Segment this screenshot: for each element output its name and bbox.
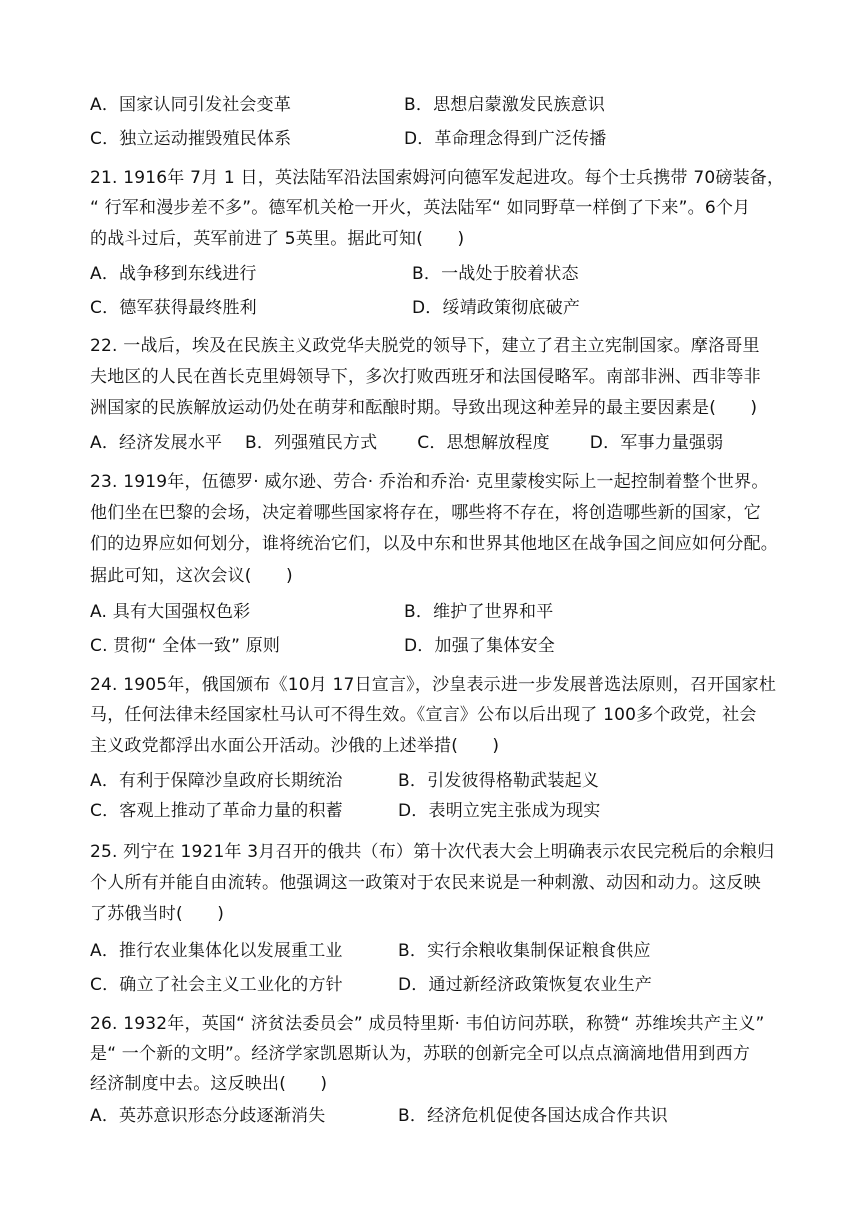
q25-stem-line: 个人所有并能自由流转。他强调这一政策对于农民来说是一种刺激、动因和动力。这反映 — [90, 873, 761, 893]
q21-option-d: D．绥靖政策彻底破产 — [412, 298, 581, 318]
q26-stem-line: 26. 1932年，英国“ 济贫法委员会” 成员特里斯· 韦伯访问苏联，称赞“ 苏维埃共产主义” — [90, 1014, 765, 1034]
q20-option-d: D．革命理念得到广泛传播 — [404, 129, 607, 149]
q26-option-b: B．经济危机促使各国达成合作共识 — [398, 1106, 668, 1126]
q25-stem-line: 了苏俄当时( ) — [90, 904, 225, 924]
q24-option-c: C．客观上推动了革命力量的积蓄 — [90, 801, 343, 821]
q23-stem-line: 23. 1919年，伍德罗· 威尔逊、劳合· 乔治和乔治· 克里蒙梭实际上一起控制着整个世界。 — [90, 472, 769, 492]
q25-stem-line: 25. 列宁在 1921年 3月召开的俄共（布）第十次代表大会上明确表示农民完税后的余粮归 — [90, 842, 775, 862]
q26-option-a: A．英苏意识形态分歧逐渐消失 — [90, 1106, 326, 1126]
q23-option-b: B．维护了世界和平 — [404, 602, 554, 622]
q25-option-a: A．推行农业集体化以发展重工业 — [90, 941, 343, 961]
q24-option-a: A．有利于保障沙皇政府长期统治 — [90, 771, 343, 791]
q24-stem-line: 主义政党都浮出水面公开活动。沙俄的上述举措( ) — [90, 736, 500, 756]
q26-stem-line: 经济制度中去。这反映出( ) — [90, 1074, 328, 1094]
q24-stem-line: 马，任何法律未经国家杜马认可不得生效。《宣言》公布以后出现了 100多个政党，社会 — [90, 705, 757, 725]
q21-stem-line: “ 行军和漫步差不多”。德军机关枪一开火，英法陆军“ 如同野草一样倒了下来”。6个月 — [90, 198, 751, 218]
q25-option-b: B．实行余粮收集制保证粮食供应 — [398, 941, 651, 961]
q24-option-b: B．引发彼得格勒武装起义 — [398, 771, 600, 791]
q25-option-d: D．通过新经济政策恢复农业生产 — [398, 975, 653, 995]
q23-stem-line: 据此可知，这次会议( ) — [90, 566, 293, 586]
q26-stem-line: 是“ 一个新的文明”。经济学家凯恩斯认为，苏联的创新完全可以点点滴滴地借用到西方 — [90, 1044, 751, 1064]
q23-option-a: A. 具有大国强权色彩 — [90, 602, 251, 622]
q23-option-c: C. 贯彻“ 全体一致” 原则 — [90, 636, 281, 656]
q20-option-a: A．国家认同引发社会变革 — [90, 95, 292, 115]
q21-option-a: A．战争移到东线进行 — [90, 264, 257, 284]
q21-stem-line: 21. 1916年 7月 1 日，英法陆军沿法国索姆河向德军发起进攻。每个士兵携带 70磅装备， — [90, 168, 785, 188]
q23-option-d: D．加强了集体安全 — [404, 636, 555, 656]
q22-stem-line: 22. 一战后，埃及在民族主义政党华夫脱党的领导下，建立了君主立宪制国家。摩洛哥里 — [90, 336, 760, 356]
q20-option-c: C．独立运动摧毁殖民体系 — [90, 129, 292, 149]
q23-stem-line: 们的边界应如何划分，谁将统治它们，以及中东和世界其他地区在战争国之间应如何分配。 — [90, 534, 778, 554]
q21-option-c: C．德军获得最终胜利 — [90, 298, 257, 318]
q24-option-d: D．表明立宪主张成为现实 — [398, 801, 601, 821]
q21-option-b: B．一战处于胶着状态 — [412, 264, 579, 284]
q25-option-c: C．确立了社会主义工业化的方针 — [90, 975, 343, 995]
q21-stem-line: 的战斗过后，英军前进了 5英里。据此可知( ) — [90, 229, 465, 249]
q22-options: A．经济发展水平 B．列强殖民方式 C．思想解放程度 D．军事力量强弱 — [90, 433, 724, 453]
q23-stem-line: 他们坐在巴黎的会场，决定着哪些国家将存在，哪些将不存在，将创造哪些新的国家，它 — [90, 503, 761, 523]
q24-stem-line: 24. 1905年，俄国颁布《10月 17日宣言》，沙皇表示进一步发展普选法原则，召开国家杜 — [90, 675, 777, 695]
q20-option-b: B．思想启蒙激发民族意识 — [404, 95, 606, 115]
q22-stem-line: 夫地区的人民在酋长克里姆领导下，多次打败西班牙和法国侵略军。南部非洲、西非等非 — [90, 367, 761, 387]
q22-stem-line: 洲国家的民族解放运动仍处在萌芽和酝酿时期。导致出现这种差异的最主要因素是( ) — [90, 398, 758, 418]
